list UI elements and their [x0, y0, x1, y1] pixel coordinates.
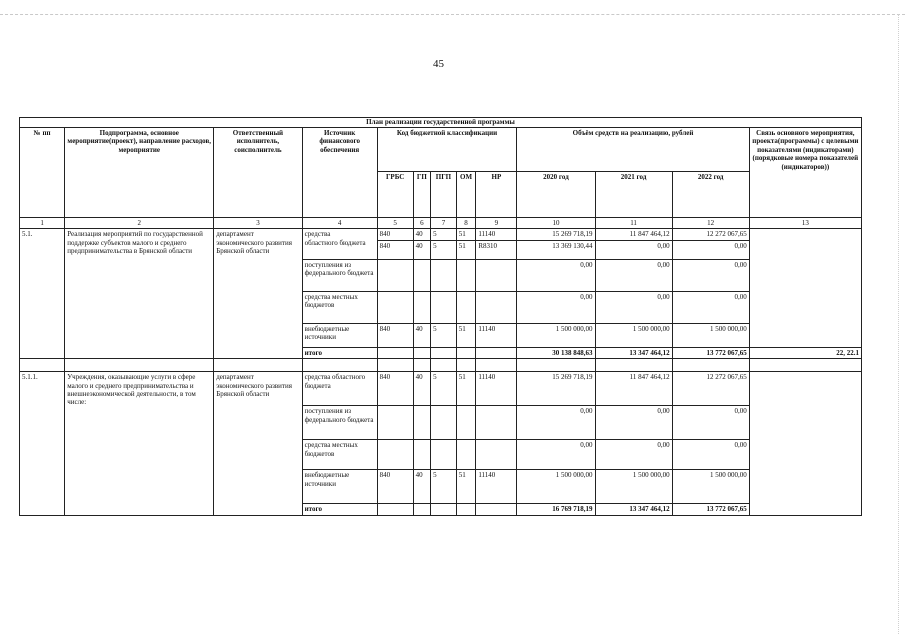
header-num: № пп — [20, 128, 65, 218]
cell-pgp — [431, 406, 457, 440]
cell-gp — [413, 406, 430, 440]
cell-2020: 0,00 — [517, 406, 595, 440]
table-caption: План реализации государственной программы — [20, 118, 862, 128]
cell-2020: 15 269 718,19 — [517, 229, 595, 240]
row-number: 5.1. — [20, 229, 65, 359]
header-executor: Ответственный исполнитель, соисполнитель — [214, 128, 302, 218]
cell-2020: 0,00 — [517, 259, 595, 291]
total-2021: 13 347 464,12 — [595, 504, 672, 515]
program-name: Реализация мероприятий по государственной поддержке субъектов малого и среднего предпринимательства в Брянской области — [65, 229, 214, 359]
header-2022: 2022 год — [672, 172, 749, 218]
column-number: 8 — [456, 218, 476, 229]
column-number: 7 — [431, 218, 457, 229]
cell-nr — [476, 440, 517, 470]
header-grbs: ГРБС — [377, 172, 413, 218]
source-label: поступления из федерального бюджета — [302, 406, 377, 440]
header-nr: НР — [476, 172, 517, 218]
scan-edge-right — [898, 14, 899, 634]
cell-2022: 1 500 000,00 — [672, 323, 749, 347]
header-link: Связь основного мероприятия, проекта(программы) с целевыми показателями (индикаторами) (порядковые номера показателей (индикаторов)) — [749, 128, 861, 218]
cell-om — [456, 504, 476, 515]
cell-om: 51 — [456, 229, 476, 240]
source-label: поступления из федерального бюджета — [302, 259, 377, 291]
column-number: 4 — [302, 218, 377, 229]
cell-grbs: 840 — [377, 372, 413, 406]
cell-pgp — [431, 291, 457, 323]
cell-om: 51 — [456, 240, 476, 259]
scan-edge-top — [0, 14, 905, 15]
cell-nr: R8310 — [476, 240, 517, 259]
column-number: 10 — [517, 218, 595, 229]
cell-2021: 11 847 464,12 — [595, 372, 672, 406]
source-label: средства — [304, 230, 331, 239]
table-row — [20, 372, 862, 406]
program-name: Учреждения, оказывающие услуги в сфере малого и среднего предпринимательства и внешнеэкономической деятельности, в том числе: — [65, 372, 214, 515]
total-2022: 13 772 067,65 — [672, 504, 749, 515]
cell-2022: 0,00 — [672, 440, 749, 470]
cell-2022: 1 500 000,00 — [672, 470, 749, 504]
cell-pgp — [431, 504, 457, 515]
cell-2020: 15 269 718,19 — [517, 372, 595, 406]
cell-2022: 0,00 — [672, 240, 749, 259]
cell-2022: 0,00 — [672, 291, 749, 323]
cell-pgp — [431, 347, 457, 358]
source-label: средства областного бюджета — [302, 372, 377, 406]
cell-pgp: 5 — [431, 372, 457, 406]
cell-pgp: 5 — [431, 229, 457, 240]
cell-2021: 0,00 — [595, 259, 672, 291]
cell-2022: 0,00 — [672, 406, 749, 440]
source-regional-budget — [302, 229, 377, 259]
column-number: 5 — [377, 218, 413, 229]
cell-nr: 11140 — [476, 470, 517, 504]
cell-gp — [413, 347, 430, 358]
row-number: 5.1.1. — [20, 372, 65, 515]
cell-2021: 0,00 — [595, 440, 672, 470]
cell-gp: 40 — [413, 323, 430, 347]
source-total-label: итого — [302, 347, 377, 358]
cell-gp: 40 — [413, 372, 430, 406]
executor-name: департамент экономического развития Брянской области — [214, 372, 302, 515]
cell-2022: 12 272 067,65 — [672, 372, 749, 406]
executor-name: департамент экономического развития Брянской области — [214, 229, 302, 359]
cell-gp: 40 — [413, 470, 430, 504]
cell-grbs — [377, 259, 413, 291]
column-number: 2 — [65, 218, 214, 229]
header-gp: ГП — [413, 172, 430, 218]
source-label: областного бюджета — [304, 238, 366, 247]
total-2020: 16 769 718,19 — [517, 504, 595, 515]
header-program: Подпрограмма, основное мероприятие(проект), направление расходов, мероприятие — [65, 128, 214, 218]
cell-nr — [476, 291, 517, 323]
total-2021: 13 347 464,12 — [595, 347, 672, 358]
cell-nr: 11140 — [476, 372, 517, 406]
cell-2020: 0,00 — [517, 291, 595, 323]
cell-2021: 1 500 000,00 — [595, 323, 672, 347]
cell-link-empty — [749, 372, 861, 515]
column-number: 9 — [476, 218, 517, 229]
cell-om: 51 — [456, 372, 476, 406]
cell-pgp: 5 — [431, 240, 457, 259]
cell-gp: 40 — [413, 229, 430, 240]
cell-2021: 1 500 000,00 — [595, 470, 672, 504]
cell-link-empty — [749, 229, 861, 347]
header-2021: 2021 год — [595, 172, 672, 218]
total-2022: 13 772 067,65 — [672, 347, 749, 358]
cell-nr — [476, 347, 517, 358]
column-number: 11 — [595, 218, 672, 229]
cell-2021: 0,00 — [595, 291, 672, 323]
cell-pgp: 5 — [431, 470, 457, 504]
cell-nr — [476, 406, 517, 440]
program-plan-table — [19, 117, 862, 516]
cell-gp: 40 — [413, 240, 430, 259]
cell-om — [456, 291, 476, 323]
source-total-label: итого — [302, 504, 377, 515]
cell-2020: 1 500 000,00 — [517, 470, 595, 504]
cell-2020: 1 500 000,00 — [517, 323, 595, 347]
total-2020: 30 138 848,63 — [517, 347, 595, 358]
cell-grbs — [377, 347, 413, 358]
cell-2021: 0,00 — [595, 240, 672, 259]
indicator-link: 22, 22.1 — [749, 347, 861, 358]
cell-grbs — [377, 440, 413, 470]
cell-nr: 11140 — [476, 229, 517, 240]
column-number: 12 — [672, 218, 749, 229]
cell-om: 51 — [456, 470, 476, 504]
cell-om — [456, 259, 476, 291]
header-budget-code: Код бюджетной классификации — [377, 128, 517, 172]
cell-gp — [413, 259, 430, 291]
cell-grbs: 840 — [377, 470, 413, 504]
page-number: 45 — [433, 58, 444, 70]
cell-2020: 13 369 130,44 — [517, 240, 595, 259]
source-label: средства местных бюджетов — [302, 291, 377, 323]
header-volume: Объём средств на реализацию, рублей — [517, 128, 749, 172]
cell-nr — [476, 259, 517, 291]
cell-2022: 0,00 — [672, 259, 749, 291]
cell-gp — [413, 291, 430, 323]
cell-om — [456, 440, 476, 470]
cell-gp — [413, 440, 430, 470]
cell-grbs: 840 — [377, 323, 413, 347]
cell-pgp: 5 — [431, 323, 457, 347]
cell-om: 51 — [456, 323, 476, 347]
source-label: внебюджетные источники — [302, 323, 377, 347]
cell-grbs — [377, 504, 413, 515]
header-source: Источник финансового обеспечения — [302, 128, 377, 218]
header-2020: 2020 год — [517, 172, 595, 218]
cell-om — [456, 406, 476, 440]
cell-2022: 12 272 067,65 — [672, 229, 749, 240]
cell-om — [456, 347, 476, 358]
source-label: внебюджетные источники — [302, 470, 377, 504]
cell-pgp — [431, 259, 457, 291]
cell-grbs — [377, 291, 413, 323]
column-number: 3 — [214, 218, 302, 229]
cell-2021: 0,00 — [595, 406, 672, 440]
column-number: 1 — [20, 218, 65, 229]
source-label: средства местных бюджетов — [302, 440, 377, 470]
column-number: 13 — [749, 218, 861, 229]
cell-nr: 11140 — [476, 323, 517, 347]
cell-2020: 0,00 — [517, 440, 595, 470]
cell-grbs: 840 — [377, 240, 413, 259]
cell-nr — [476, 504, 517, 515]
column-number: 6 — [413, 218, 430, 229]
table-spacer-row — [20, 359, 862, 372]
header-pgp: ПГП — [431, 172, 457, 218]
cell-pgp — [431, 440, 457, 470]
cell-grbs: 840 — [377, 229, 413, 240]
table-row — [20, 229, 862, 240]
header-om: ОМ — [456, 172, 476, 218]
cell-gp — [413, 504, 430, 515]
cell-2021: 11 847 464,12 — [595, 229, 672, 240]
cell-grbs — [377, 406, 413, 440]
